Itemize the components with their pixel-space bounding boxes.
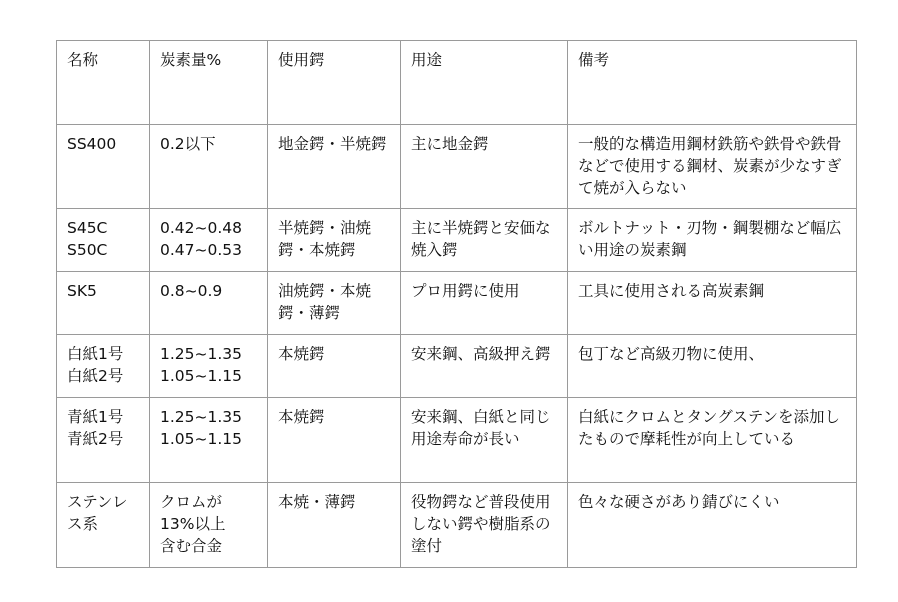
- tsuba-text: 半焼鍔・油焼鍔・本焼鍔: [278, 219, 372, 259]
- use-text: 安来鋼、白紙と同じ用途寿命が長い: [411, 408, 551, 448]
- name-text: 白紙1号: [67, 345, 124, 363]
- use-text: 役物鍔など普段使用しない鍔や樹脂系の塗付: [411, 493, 551, 555]
- cell-carbon: [150, 125, 268, 209]
- table-row: [57, 483, 857, 568]
- carbon-text: 0.47~0.53: [160, 241, 243, 259]
- carbon-text: 1.25~1.35: [160, 408, 243, 426]
- tsuba-text: 本焼鍔: [278, 408, 325, 426]
- carbon-text: 1.25~1.35: [160, 345, 243, 363]
- carbon-text: 1.05~1.15: [160, 430, 243, 448]
- carbon-text: 0.8~0.9: [160, 282, 223, 300]
- cell-name: [57, 125, 150, 209]
- cell-name: [57, 209, 150, 272]
- use-text: 主に半焼鍔と安価な焼入鍔: [411, 219, 551, 259]
- cell-carbon: [150, 483, 268, 568]
- cell-note: [568, 483, 857, 568]
- header-carbon-label: 炭素量%: [160, 51, 222, 69]
- header-use: [401, 41, 568, 125]
- carbon-text: クロムが: [160, 493, 223, 511]
- cell-use: [401, 335, 568, 398]
- table-row: [57, 335, 857, 398]
- carbon-text: 1.05~1.15: [160, 367, 243, 385]
- header-name-label: 名称: [67, 51, 99, 69]
- name-text: ステンレス系: [67, 493, 128, 533]
- header-note: [568, 41, 857, 125]
- header-tsuba: [268, 41, 401, 125]
- carbon-text: 含む合金: [160, 537, 223, 555]
- carbon-text: 13%以上: [160, 515, 226, 533]
- cell-name: [57, 483, 150, 568]
- table-header-row: [57, 41, 857, 125]
- cell-tsuba: [268, 335, 401, 398]
- cell-tsuba: [268, 272, 401, 335]
- cell-name: [57, 398, 150, 483]
- cell-use: [401, 483, 568, 568]
- cell-note: [568, 398, 857, 483]
- cell-use: [401, 125, 568, 209]
- cell-use: [401, 398, 568, 483]
- note-text: 白紙にクロムとタングステンを添加したもので摩耗性が向上している: [578, 408, 840, 448]
- cell-tsuba: [268, 125, 401, 209]
- cell-note: [568, 209, 857, 272]
- carbon-text: 0.42~0.48: [160, 219, 243, 237]
- note-text: ボルトナット・刃物・鋼製棚など幅広い用途の炭素鋼: [578, 219, 842, 259]
- note-text: 一般的な構造用鋼材鉄筋や鉄骨や鉄骨などで使用する鋼材、炭素が少なすぎて焼が入らない: [578, 135, 842, 197]
- table-row: [57, 209, 857, 272]
- header-tsuba-label: 使用鍔: [278, 51, 325, 69]
- name-text: SK5: [67, 282, 97, 300]
- tsuba-text: 油焼鍔・本焼鍔・薄鍔: [278, 282, 372, 322]
- header-name: [57, 41, 150, 125]
- cell-tsuba: [268, 398, 401, 483]
- cell-use: [401, 209, 568, 272]
- name-text: SS400: [67, 135, 117, 153]
- header-note-label: 備考: [578, 51, 610, 69]
- cell-note: [568, 272, 857, 335]
- name-text: 青紙2号: [67, 430, 124, 448]
- use-text: プロ用鍔に使用: [411, 282, 520, 300]
- table-row: [57, 398, 857, 483]
- tsuba-text: 本焼・薄鍔: [278, 493, 356, 511]
- cell-tsuba: [268, 483, 401, 568]
- header-carbon: [150, 41, 268, 125]
- cell-carbon: [150, 335, 268, 398]
- cell-note: [568, 125, 857, 209]
- name-text: 青紙1号: [67, 408, 124, 426]
- cell-use: [401, 272, 568, 335]
- cell-carbon: [150, 398, 268, 483]
- carbon-text: 0.2以下: [160, 135, 216, 153]
- use-text: 主に地金鍔: [411, 135, 489, 153]
- table-row: [57, 272, 857, 335]
- tsuba-text: 本焼鍔: [278, 345, 325, 363]
- tsuba-text: 地金鍔・半焼鍔: [278, 135, 387, 153]
- cell-carbon: [150, 272, 268, 335]
- cell-note: [568, 335, 857, 398]
- cell-name: [57, 272, 150, 335]
- name-text: S50C: [67, 241, 108, 259]
- cell-carbon: [150, 209, 268, 272]
- header-use-label: 用途: [411, 51, 443, 69]
- note-text: 工具に使用される高炭素鋼: [578, 282, 765, 300]
- cell-tsuba: [268, 209, 401, 272]
- note-text: 包丁など高級刃物に使用、: [578, 345, 765, 363]
- table-row: [57, 125, 857, 209]
- steel-comparison-table: [56, 40, 857, 568]
- cell-name: [57, 335, 150, 398]
- use-text: 安来鋼、高級押え鍔: [411, 345, 551, 363]
- note-text: 色々な硬さがあり錆びにくい: [578, 493, 780, 511]
- name-text: S45C: [67, 219, 108, 237]
- name-text: 白紙2号: [67, 367, 124, 385]
